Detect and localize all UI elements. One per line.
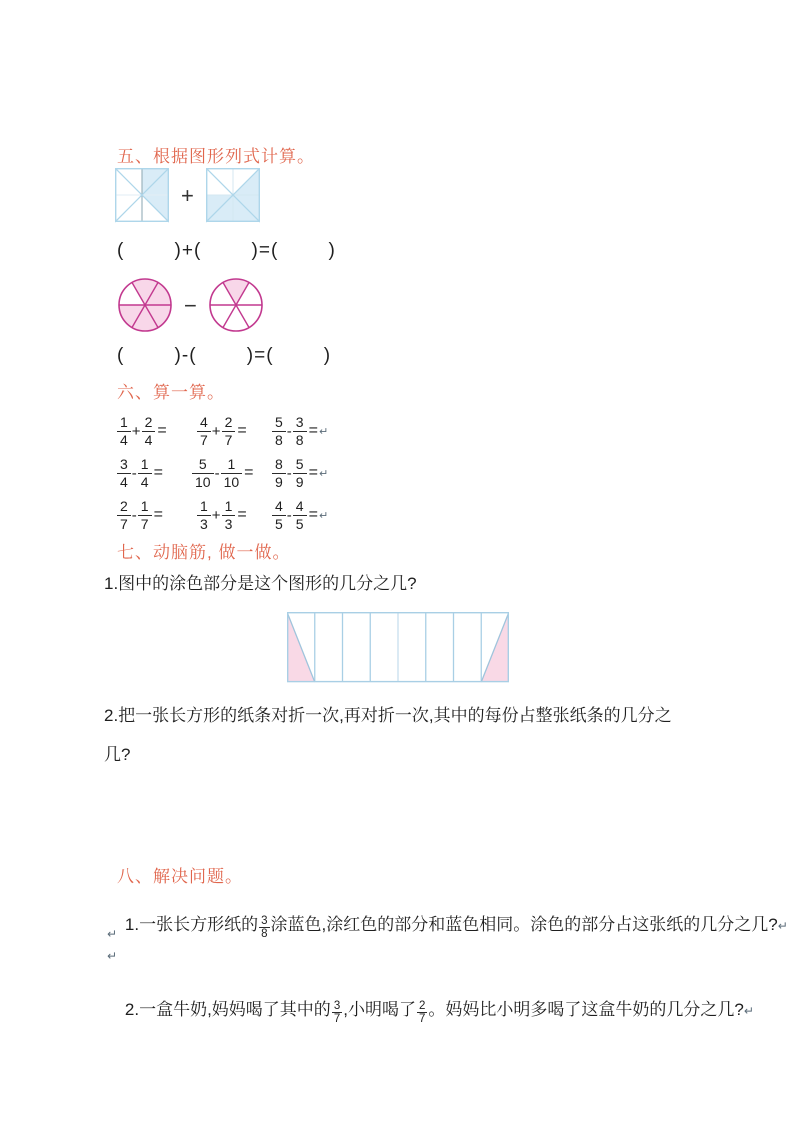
- fraction: $\frac{3}{8}$: [293, 415, 307, 447]
- section-5-title: 五、根据图形列式计算。: [117, 147, 315, 166]
- fraction-problem-3-1: [117, 499, 163, 531]
- shaded-square-2: [206, 168, 260, 223]
- fraction: $\frac{5}{9}$: [293, 457, 307, 489]
- shaded-square-1: [115, 168, 169, 223]
- section-6-title: 六、算一算。: [117, 383, 225, 402]
- question-7-1: 1.图中的涂色部分是这个图形的几分之几?: [104, 574, 417, 593]
- question-8-2: 2.一盒牛奶,妈妈喝了其中的 $\frac{3}{7}$ ,小明喝了 $\frac{2}{7}$ 。妈妈比小明多喝了这盒牛奶的几分之几?↵: [124, 999, 754, 1025]
- fraction: $\frac{1}{10}$: [221, 457, 243, 489]
- circles-figure: [118, 278, 263, 333]
- shaded-circle-2: [209, 278, 263, 333]
- return-mark: ↵: [318, 509, 329, 522]
- fraction: $\frac{1}{4}$: [117, 415, 131, 447]
- operator: -: [286, 422, 292, 440]
- equals-sign: =: [308, 506, 318, 524]
- equals-sign: =: [308, 464, 318, 482]
- operator: -: [131, 464, 137, 482]
- fraction-problem-3-3: [272, 499, 328, 531]
- equals-sign: =: [153, 464, 163, 482]
- fraction-3-8: $\frac{3}{8}$: [261, 914, 268, 940]
- return-mark: ↵: [318, 425, 329, 438]
- fraction: $\frac{1}{7}$: [138, 499, 152, 531]
- return-mark: ↵: [318, 467, 329, 480]
- fraction-2-7: $\frac{2}{7}$: [418, 999, 426, 1025]
- shaded-circle-1: [118, 278, 172, 333]
- operator: -: [214, 464, 220, 482]
- fraction: $\frac{2}{4}$: [142, 415, 156, 447]
- fraction-problem-3-2: [197, 499, 247, 531]
- strip-figure: [287, 612, 509, 688]
- question-7-2-line1: 2.把一张长方形的纸条对折一次,再对折一次,其中的每份占整张纸条的几分之: [104, 706, 672, 725]
- operator: -: [286, 506, 292, 524]
- fraction-problem-2-2: [192, 457, 254, 489]
- operator: -: [131, 506, 137, 524]
- section-7-title: 七、动脑筋, 做一做。: [117, 543, 291, 562]
- equals-sign: =: [237, 422, 247, 440]
- operator: +: [211, 422, 221, 440]
- fraction: $\frac{4}{7}$: [197, 415, 211, 447]
- fraction: $\frac{1}{3}$: [197, 499, 211, 531]
- fraction: $\frac{2}{7}$: [117, 499, 131, 531]
- fraction: $\frac{5}{10}$: [192, 457, 214, 489]
- minus-sign: −: [184, 292, 197, 318]
- fraction-problem-1-2: [197, 415, 247, 447]
- return-mark: ↵: [107, 949, 118, 963]
- equals-sign: =: [153, 506, 163, 524]
- equals-sign: =: [244, 464, 254, 482]
- plus-sign: +: [181, 182, 194, 208]
- fraction-problem-1-1: [117, 415, 167, 447]
- fraction: $\frac{3}{4}$: [117, 457, 131, 489]
- equals-sign: =: [157, 422, 167, 440]
- fraction: $\frac{1}{3}$: [222, 499, 236, 531]
- operator: +: [131, 422, 141, 440]
- fraction: $\frac{2}{7}$: [222, 415, 236, 447]
- fraction-3-7: $\frac{3}{7}$: [333, 999, 341, 1025]
- question-7-2-line2: 几?: [104, 745, 131, 764]
- section-8-title: 八、解决问题。: [117, 867, 243, 886]
- equals-sign: =: [308, 422, 318, 440]
- subtraction-answer-blanks: ( )-( )=( ): [117, 345, 332, 366]
- fraction: $\frac{5}{8}$: [272, 415, 286, 447]
- return-mark: ↵: [107, 927, 118, 941]
- operator: +: [211, 506, 221, 524]
- fraction-problem-2-3: [272, 457, 328, 489]
- addition-answer-blanks: ( )+( )=( ): [117, 240, 336, 261]
- fraction-problem-1-3: [272, 415, 328, 447]
- fraction: $\frac{8}{9}$: [272, 457, 286, 489]
- fraction-problem-2-1: [117, 457, 163, 489]
- fraction: $\frac{1}{4}$: [138, 457, 152, 489]
- equals-sign: =: [237, 506, 247, 524]
- fraction: $\frac{4}{5}$: [272, 499, 286, 531]
- operator: -: [286, 464, 292, 482]
- fraction: $\frac{4}{5}$: [293, 499, 307, 531]
- return-mark: ↵: [743, 1004, 754, 1018]
- squares-figure: [115, 168, 260, 223]
- return-mark: ↵: [777, 919, 788, 933]
- question-8-1: 1.一张长方形纸的 $\frac{3}{8}$ 涂蓝色,涂红色的部分和蓝色相同。涂色的部分占这张纸的几分之几?↵: [124, 914, 788, 940]
